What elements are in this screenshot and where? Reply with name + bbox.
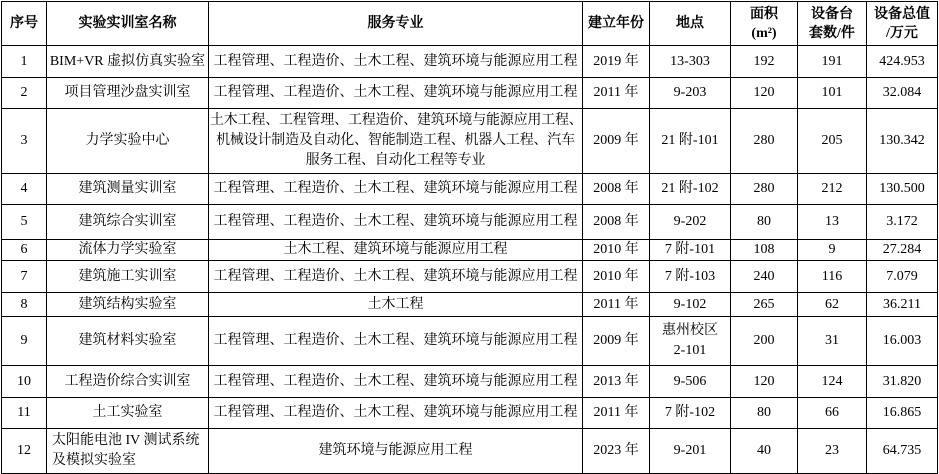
- cell-location: 21 附-102: [650, 174, 731, 205]
- cell-name: 太阳能电池 IV 测试系统 及模拟实验室: [47, 429, 209, 474]
- cell-location: 9-203: [650, 78, 731, 109]
- lab-table: [1, 1, 938, 474]
- cell-location: 7 附-102: [650, 398, 731, 429]
- cell-majors: 土木工程: [209, 293, 583, 317]
- cell-equipment-count: 101: [798, 78, 867, 109]
- header-index: 序号: [2, 2, 47, 46]
- cell-area: 120: [731, 78, 798, 109]
- cell-name: 建筑综合实训室: [47, 205, 209, 240]
- cell-year: 2008 年: [583, 174, 650, 205]
- cell-equipment-value: 27.284: [867, 240, 938, 261]
- cell-location: 7 附-101: [650, 240, 731, 261]
- cell-majors: 工程管理、工程造价、土木工程、建筑环境与能源应用工程: [209, 398, 583, 429]
- cell-name: BIM+VR 虚拟仿真实验室: [47, 46, 209, 78]
- table-row: [2, 429, 938, 474]
- cell-equipment-count: 212: [798, 174, 867, 205]
- cell-equipment-count: 13: [798, 205, 867, 240]
- table-row: [2, 109, 938, 174]
- cell-index: 11: [2, 398, 47, 429]
- cell-year: 2010 年: [583, 240, 650, 261]
- cell-location: 21 附-101: [650, 109, 731, 174]
- cell-area: 120: [731, 366, 798, 398]
- cell-name: 建筑测量实训室: [47, 174, 209, 205]
- cell-name: 建筑施工实训室: [47, 261, 209, 293]
- cell-name: 建筑材料实验室: [47, 317, 209, 366]
- cell-index: 9: [2, 317, 47, 366]
- cell-year: 2009 年: [583, 109, 650, 174]
- cell-name: 力学实验中心: [47, 109, 209, 174]
- header-location: 地点: [650, 2, 731, 46]
- table-row: [2, 398, 938, 429]
- cell-name: 土工实验室: [47, 398, 209, 429]
- cell-year: 2013 年: [583, 366, 650, 398]
- cell-year: 2011 年: [583, 78, 650, 109]
- cell-area: 80: [731, 398, 798, 429]
- cell-equipment-value: 32.084: [867, 78, 938, 109]
- cell-equipment-value: 3.172: [867, 205, 938, 240]
- cell-equipment-count: 205: [798, 109, 867, 174]
- cell-index: 7: [2, 261, 47, 293]
- cell-equipment-value: 424.953: [867, 46, 938, 78]
- cell-majors: 建筑环境与能源应用工程: [209, 429, 583, 474]
- cell-equipment-count: 66: [798, 398, 867, 429]
- cell-index: 4: [2, 174, 47, 205]
- cell-location: 9-202: [650, 205, 731, 240]
- cell-equipment-count: 191: [798, 46, 867, 78]
- cell-year: 2011 年: [583, 398, 650, 429]
- cell-year: 2011 年: [583, 293, 650, 317]
- header-majors: 服务专业: [209, 2, 583, 46]
- table-row: [2, 293, 938, 317]
- cell-location: 13-303: [650, 46, 731, 78]
- table-row: [2, 78, 938, 109]
- cell-location: 9-201: [650, 429, 731, 474]
- cell-equipment-value: 64.735: [867, 429, 938, 474]
- cell-equipment-count: 23: [798, 429, 867, 474]
- header-equipment-count: 设备台 套数/件: [798, 2, 867, 46]
- cell-area: 80: [731, 205, 798, 240]
- cell-majors: 土木工程、建筑环境与能源应用工程: [209, 240, 583, 261]
- cell-year: 2009 年: [583, 317, 650, 366]
- cell-year: 2023 年: [583, 429, 650, 474]
- cell-majors: 工程管理、工程造价、土木工程、建筑环境与能源应用工程: [209, 366, 583, 398]
- header-area: 面积 (m²): [731, 2, 798, 46]
- cell-equipment-value: 130.500: [867, 174, 938, 205]
- cell-equipment-value: 31.820: [867, 366, 938, 398]
- cell-majors: 工程管理、工程造价、土木工程、建筑环境与能源应用工程: [209, 78, 583, 109]
- cell-equipment-value: 7.079: [867, 261, 938, 293]
- table-row: [2, 205, 938, 240]
- cell-year: 2019 年: [583, 46, 650, 78]
- cell-name: 流体力学实验室: [47, 240, 209, 261]
- cell-majors: 土木工程、工程管理、工程造价、建筑环境与能源应用工程、 机械设计制造及自动化、智能制造工程、机器人工程、汽车 服务工程、自动化工程等专业: [209, 109, 583, 174]
- cell-area: 40: [731, 429, 798, 474]
- cell-equipment-count: 31: [798, 317, 867, 366]
- cell-location: 7 附-103: [650, 261, 731, 293]
- cell-index: 2: [2, 78, 47, 109]
- cell-year: 2010 年: [583, 261, 650, 293]
- cell-location: 惠州校区 2-101: [650, 317, 731, 366]
- cell-equipment-value: 16.865: [867, 398, 938, 429]
- cell-name: 建筑结构实验室: [47, 293, 209, 317]
- table-row: [2, 366, 938, 398]
- header-equipment-value: 设备总值 /万元: [867, 2, 938, 46]
- cell-area: 240: [731, 261, 798, 293]
- cell-majors: 工程管理、工程造价、土木工程、建筑环境与能源应用工程: [209, 261, 583, 293]
- cell-index: 8: [2, 293, 47, 317]
- header-year: 建立年份: [583, 2, 650, 46]
- cell-area: 192: [731, 46, 798, 78]
- cell-majors: 工程管理、工程造价、土木工程、建筑环境与能源应用工程: [209, 205, 583, 240]
- cell-index: 5: [2, 205, 47, 240]
- cell-equipment-value: 16.003: [867, 317, 938, 366]
- cell-majors: 工程管理、工程造价、土木工程、建筑环境与能源应用工程: [209, 46, 583, 78]
- cell-index: 1: [2, 46, 47, 78]
- cell-index: 6: [2, 240, 47, 261]
- cell-majors: 工程管理、工程造价、土木工程、建筑环境与能源应用工程: [209, 317, 583, 366]
- cell-equipment-count: 124: [798, 366, 867, 398]
- cell-year: 2008 年: [583, 205, 650, 240]
- cell-equipment-value: 130.342: [867, 109, 938, 174]
- cell-index: 3: [2, 109, 47, 174]
- cell-equipment-value: 36.211: [867, 293, 938, 317]
- cell-area: 265: [731, 293, 798, 317]
- table-row: [2, 317, 938, 366]
- cell-index: 10: [2, 366, 47, 398]
- cell-majors: 工程管理、工程造价、土木工程、建筑环境与能源应用工程: [209, 174, 583, 205]
- header-row: [2, 2, 938, 46]
- cell-area: 200: [731, 317, 798, 366]
- cell-area: 280: [731, 174, 798, 205]
- cell-name: 工程造价综合实训室: [47, 366, 209, 398]
- cell-location: 9-102: [650, 293, 731, 317]
- table-row: [2, 174, 938, 205]
- cell-area: 280: [731, 109, 798, 174]
- cell-equipment-count: 116: [798, 261, 867, 293]
- table-row: [2, 46, 938, 78]
- cell-name: 项目管理沙盘实训室: [47, 78, 209, 109]
- cell-index: 12: [2, 429, 47, 474]
- cell-area: 108: [731, 240, 798, 261]
- header-name: 实验实训室名称: [47, 2, 209, 46]
- cell-equipment-count: 62: [798, 293, 867, 317]
- table-row: [2, 240, 938, 261]
- cell-equipment-count: 9: [798, 240, 867, 261]
- cell-location: 9-506: [650, 366, 731, 398]
- table-row: [2, 261, 938, 293]
